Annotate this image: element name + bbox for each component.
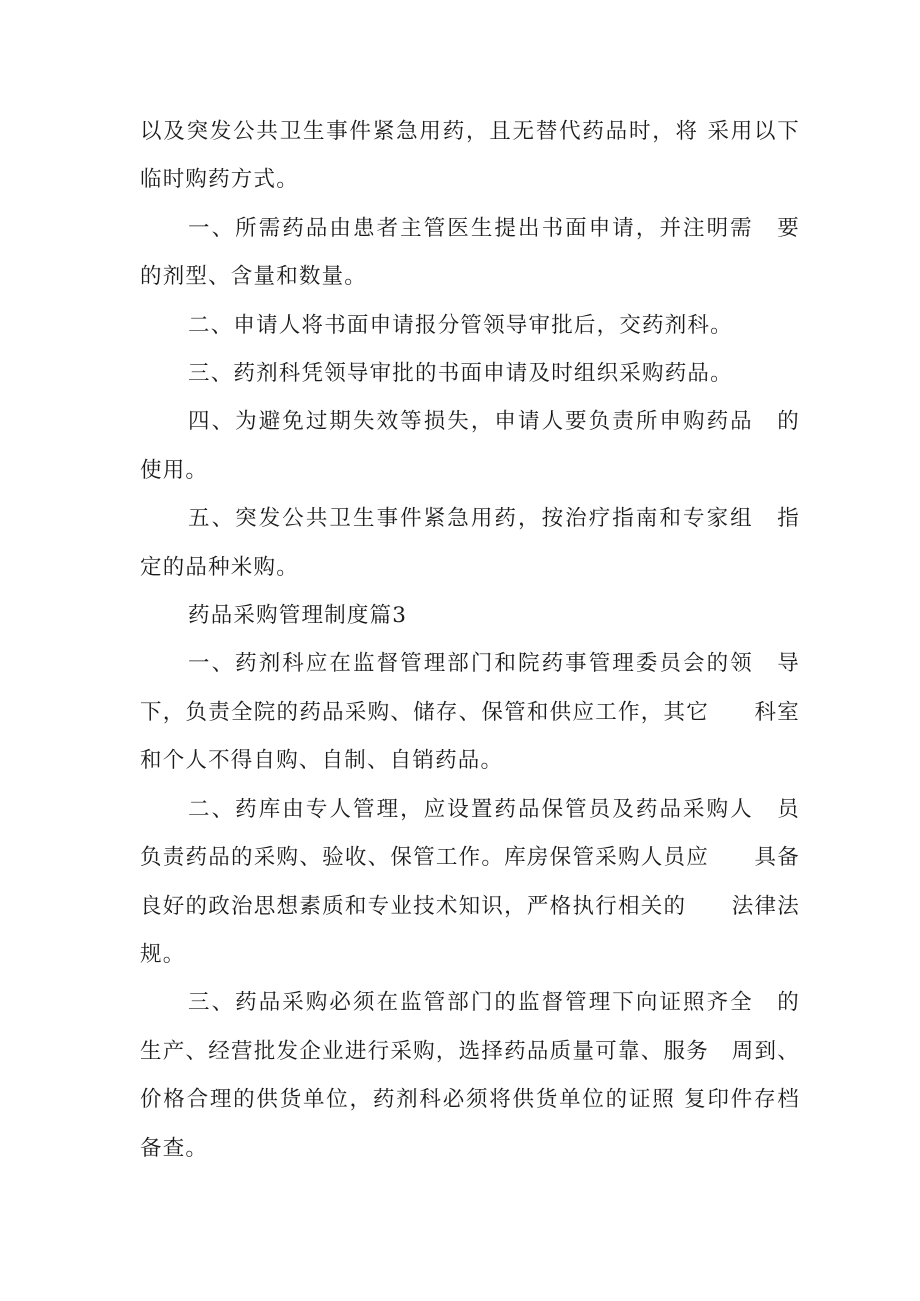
paragraph-1: 以及突发公共卫生事件紧急用药，且无替代药品时，将 采用以下临时购药方式。 [140,119,800,193]
paragraph-9: 三、药品采购必须在监管部门的监督管理下向证照齐全 的生产、经营批发企业进行采购，选择药品质量可靠、服务 周到、价格合理的供货单位，药剂科必须将供货单位的证照 复印件存档备查。 [140,990,800,1161]
paragraph-3: 二、申请人将书面申请报分管领导审批后，交药剂科。 [188,312,733,338]
paragraph-6: 五、突发公共卫生事件紧急用药，按治疗指南和专家组 指定的品种米购。 [140,506,800,580]
paragraph-4: 三、药剂科凭领导审批的书面申请及时组织采购药品。 [188,361,733,387]
paragraph-8: 二、药库由专人管理，应设置药品保管员及药品采购人 员负责药品的采购、验收、保管工作。库房保管采购人员应 具备良好的政治思想素质和专业技术知识，严格执行相关的 法律法规。 [140,796,800,967]
section-heading: 药品采购管理制度篇3 [188,603,408,629]
paragraph-7: 一、药剂科应在监督管理部门和院药事管理委员会的领 导下，负责全院的药品采购、储存、保管和供应工作，其它 科室和个人不得自购、自制、自销药品。 [140,651,800,774]
document-body [140,108,800,1173]
paragraph-5: 四、为避免过期失效等损失，申请人要负责所申购药品 的使用。 [140,409,800,483]
paragraph-2: 一、所需药品由患者主管医生提出书面申请，并注明需 要的剂型、含量和数量。 [140,215,800,290]
